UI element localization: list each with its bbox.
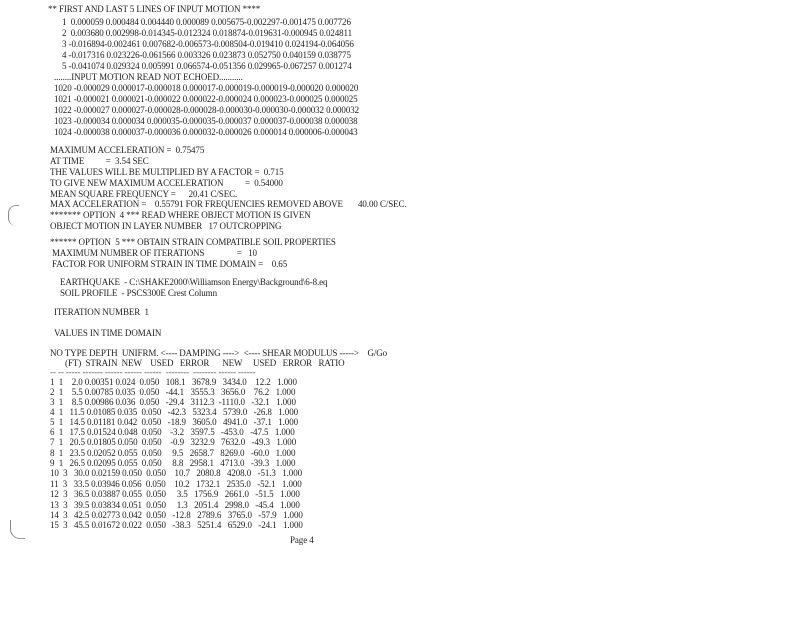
table-row: 7 1 20.5 0.01805 0.050 0.050 -0.9 3232.9 7632.0 -49.3 1.000: [50, 437, 297, 447]
table-row: 15 3 45.5 0.01672 0.022 0.050 -38.3 5251.4 6529.0 -24.1 1.000: [50, 520, 303, 530]
soil-profile: SOIL PROFILE - PSCS300E Crest Column: [60, 288, 217, 298]
table-row: 4 1 11.5 0.01085 0.035 0.050 -42.3 5323.4 5739.0 -26.8 1.000: [50, 407, 299, 417]
table-row: 6 1 17.5 0.01524 0.048 0.050 -3.2 3597.5 -453.0 -47.5 1.000: [50, 427, 295, 437]
summary-line: MAXIMUM ACCELERATION = 0.75475: [50, 145, 205, 155]
input-line: 1020 -0.000029 0.000017-0.000018 0.000017-0.000019-0.000019-0.000020 0.000020: [54, 83, 359, 93]
page-number: Page 4: [290, 535, 314, 545]
table-row: 2 1 5.5 0.00785 0.035 0.050 -44.1 3555.3 3656.0 76.2 1.000: [50, 387, 296, 397]
table-row: 11 3 33.5 0.03946 0.056 0.050 10.2 1732.1 2535.0 -52.1 1.000: [50, 479, 302, 489]
table-row: 10 3 30.0 0.02159 0.050 0.050 10.7 2080.8 4208.0 -51.3 1.000: [50, 468, 302, 478]
table-row: 13 3 39.5 0.03834 0.051 0.050 1.3 2051.4 2998.0 -45.4 1.000: [50, 500, 300, 510]
option5-line: FACTOR FOR UNIFORM STRAIN IN TIME DOMAIN = 0.65: [52, 259, 288, 269]
summary-line: ******* OPTION 4 *** READ WHERE OBJECT MOTION IS GIVEN: [50, 210, 311, 220]
input-line: 5 -0.041074 0.029324 0.005991 0.066574-0.051356 0.029965-0.067257 0.001274: [62, 61, 352, 71]
table-row: 1 1 2.0 0.00351 0.024 0.050 108.1 3678.9 3434.0 12.2 1.000: [50, 377, 297, 387]
input-line: 1022 -0.000027 0.000027-0.000028-0.000028-0.000030-0.000030-0.000032 0.000032: [54, 105, 360, 115]
table-row: 9 1 26.5 0.02095 0.055 0.050 8.8 2958.1 4713.0 -39.3 1.000: [50, 458, 296, 468]
table-row: 5 1 14.5 0.01181 0.042 0.050 -18.9 3605.0 4941.0 -37.1 1.000: [50, 417, 299, 427]
table-header: NO TYPE DEPTH UNIFRM. <---- DAMPING ----> <---- SHEAR MODULUS -----> G/Go: [50, 348, 388, 358]
table-row: 12 3 36.5 0.03887 0.055 0.050 3.5 1756.9 2661.0 -51.5 1.000: [50, 489, 300, 499]
scan-bracket-mark: [10, 520, 25, 539]
table-divider: -- -- ----- ------- ------ ------ ------ -------- -------- ------ ------: [50, 367, 256, 377]
input-line: 2 0.003680 0.002998-0.014345-0.012324 0.018874-0.019631-0.000945 0.024811: [62, 28, 353, 38]
first-last-title: ** FIRST AND LAST 5 LINES OF INPUT MOTION ****: [48, 4, 261, 14]
table-header: (FT) STRAIN NEW USED ERROR NEW USED ERROR RATIO: [50, 358, 345, 368]
summary-line: MAX ACCELERATION = 0.55791 FOR FREQUENCIES REMOVED ABOVE 40.00 C/SEC.: [50, 199, 407, 209]
input-line: 1024 -0.000038 0.000037-0.000036 0.000032-0.000026 0.000014 0.000006-0.000043: [54, 127, 358, 137]
summary-line: MEAN SQUARE FREQUENCY = 20.41 C/SEC.: [50, 189, 238, 199]
summary-line: OBJECT MOTION IN LAYER NUMBER 17 OUTCROPPING: [50, 221, 282, 231]
not-echoed-note: ........INPUT MOTION READ NOT ECHOED...........: [54, 72, 243, 82]
table-row: 8 1 23.5 0.02052 0.055 0.050 9.5 2658.7 8269.0 -60.0 1.000: [50, 448, 296, 458]
values-heading: VALUES IN TIME DOMAIN: [54, 328, 162, 338]
table-row: 3 1 8.5 0.00986 0.036 0.050 -29.4 3112.3 -1110.0 -32.1 1.000: [50, 397, 296, 407]
input-line: 3 -0.016894-0.002461 0.007682-0.006573-0.008504-0.019410 0.024194-0.064056: [62, 39, 354, 49]
summary-line: TO GIVE NEW MAXIMUM ACCELERATION = 0.54000: [50, 178, 283, 188]
iteration-number: ITERATION NUMBER 1: [54, 307, 149, 317]
earthquake-file: EARTHQUAKE - C:\SHAKE2000\Williamson Energy\Background\6-8.eq: [60, 277, 328, 287]
input-line: 1 0.000059 0.000484 0.004440 0.000089 0.005675-0.002297-0.001475 0.007726: [62, 17, 351, 27]
input-line: 1023 -0.000034 0.000034 0.000035-0.000035-0.000037 0.000037-0.000038 0.000038: [54, 116, 358, 126]
option5-line: ****** OPTION 5 *** OBTAIN STRAIN COMPATIBLE SOIL PROPERTIES: [50, 237, 336, 247]
input-line: 1021 -0.000021 0.000021-0.000022 0.000022-0.000024 0.000023-0.000025 0.000025: [54, 94, 358, 104]
option5-line: MAXIMUM NUMBER OF ITERATIONS = 10: [52, 248, 257, 258]
scan-bracket-mark: [8, 205, 19, 226]
summary-line: THE VALUES WILL BE MULTIPLIED BY A FACTOR = 0.715: [50, 167, 284, 177]
table-row: 14 3 42.5 0.02773 0.042 0.050 -12.8 2789.6 3765.0 -57.9 1.000: [50, 510, 303, 520]
input-line: 4 -0.017316 0.023226-0.061566 0.003326 0.023873 0.052750 0.040159 0.038775: [62, 50, 351, 60]
summary-line: AT TIME = 3.54 SEC: [50, 156, 149, 166]
